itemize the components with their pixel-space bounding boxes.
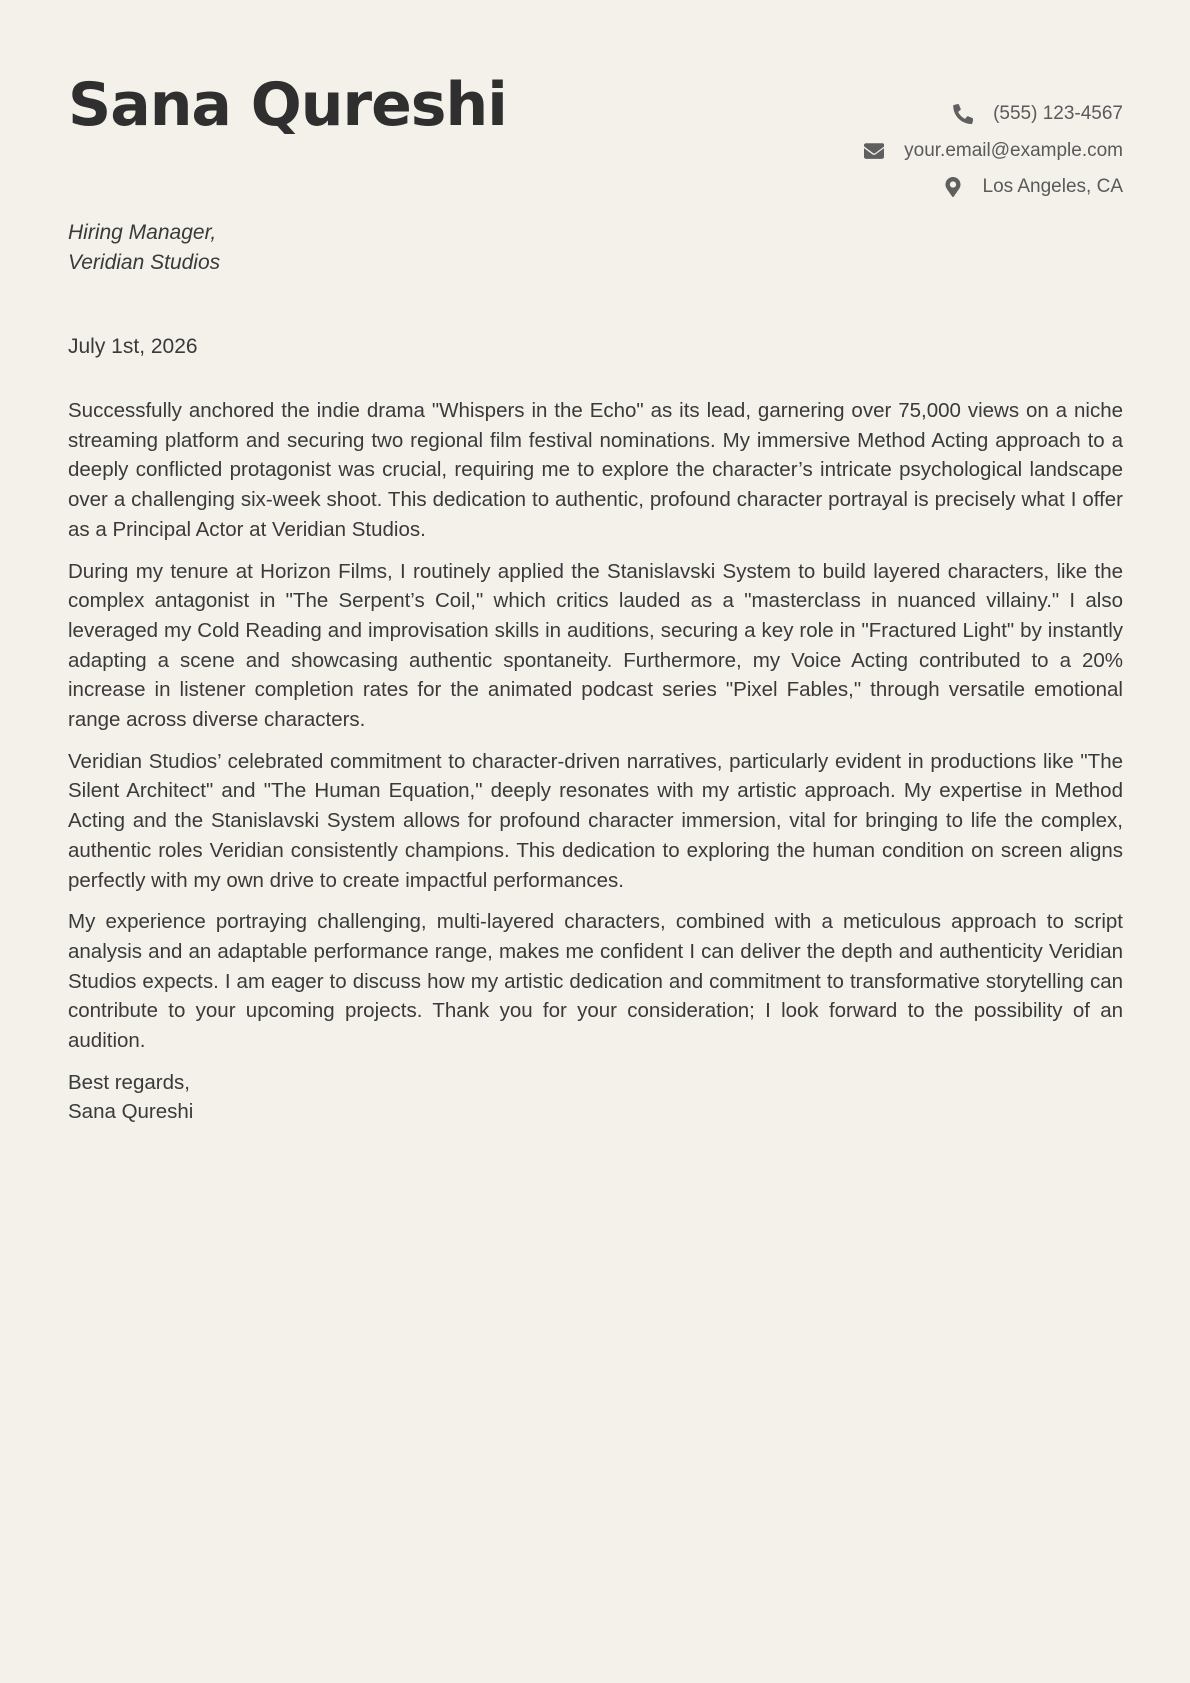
recipient-title: Hiring Manager, <box>68 221 217 244</box>
envelope-icon <box>864 141 884 161</box>
contact-location-row <box>864 169 1123 206</box>
letter-header <box>68 0 1123 210</box>
contact-location: Los Angeles, CA <box>982 176 1123 198</box>
contact-info <box>864 96 1123 206</box>
applicant-name: Sana Qureshi <box>68 70 507 140</box>
body-paragraph: My experience portraying challenging, multi-layered characters, combined with a meticulous approach to script analysis and an adaptable performance range, makes me confident I can deliver the depth and authenticity Veridian Studios expects. I am eager to discuss how my artistic dedication and commitment to transformative storytelling can contribute to your upcoming projects. Thank you for your consideration; I look forward to the possibility of an audition. <box>68 910 1123 1053</box>
letter-body <box>68 396 1123 1127</box>
contact-phone: (555) 123-4567 <box>993 103 1123 125</box>
recipient-block <box>68 218 220 278</box>
body-paragraph: During my tenure at Horizon Films, I routinely applied the Stanislavski System to build layered characters, like the complex antagonist in "The Serpent’s Coil," which critics lauded as a "masterclass in nuanced villainy." I also leveraged my Cold Reading and improvisation skills in auditions, securing a key role in "Fractured Light" by instantly adapting a scene and showcasing authentic spontaneity. Furthermore, my Voice Acting contributed to a 20% increase in listener completion rates for the animated podcast series "Pixel Fables," through versatile emotional range across diverse characters. <box>68 559 1123 732</box>
body-paragraph: Successfully anchored the indie drama "Whispers in the Echo" as its lead, garnering over 75,000 views on a niche streaming platform and securing two regional film festival nominations. My immersive Method Acting approach to a deeply conflicted protagonist was crucial, requiring me to explore the character’s intricate psychological landscape over a challenging six-week shoot. This dedication to authentic, profound character portrayal is precisely what I offer as a Principal Actor at Veridian Studios. <box>68 399 1123 541</box>
letter-date: July 1st, 2026 <box>68 335 198 358</box>
contact-email-row <box>864 133 1123 170</box>
map-marker-icon <box>943 177 963 197</box>
cover-letter-page <box>68 0 1123 1124</box>
phone-icon <box>953 104 973 124</box>
contact-email[interactable]: your.email@example.com <box>904 139 1123 161</box>
contact-phone-row <box>864 96 1123 133</box>
closing-salutation: Best regards, <box>68 1070 190 1094</box>
letter-closing <box>68 1068 1123 1127</box>
body-paragraph: Veridian Studios’ celebrated commitment to character-driven narratives, particularly evident in productions like "The Silent Architect" and "The Human Equation," deeply resonates with my artistic approach. My expertise in Method Acting and the Stanislavski System allows for profound character immersion, vital for bringing to life the complex, authentic roles Veridian consistently champions. This dedication to exploring the human condition on screen aligns perfectly with my own drive to create impactful performances. <box>68 749 1123 892</box>
recipient-company: Veridian Studios <box>68 251 221 274</box>
closing-signature: Sana Qureshi <box>68 1100 194 1124</box>
